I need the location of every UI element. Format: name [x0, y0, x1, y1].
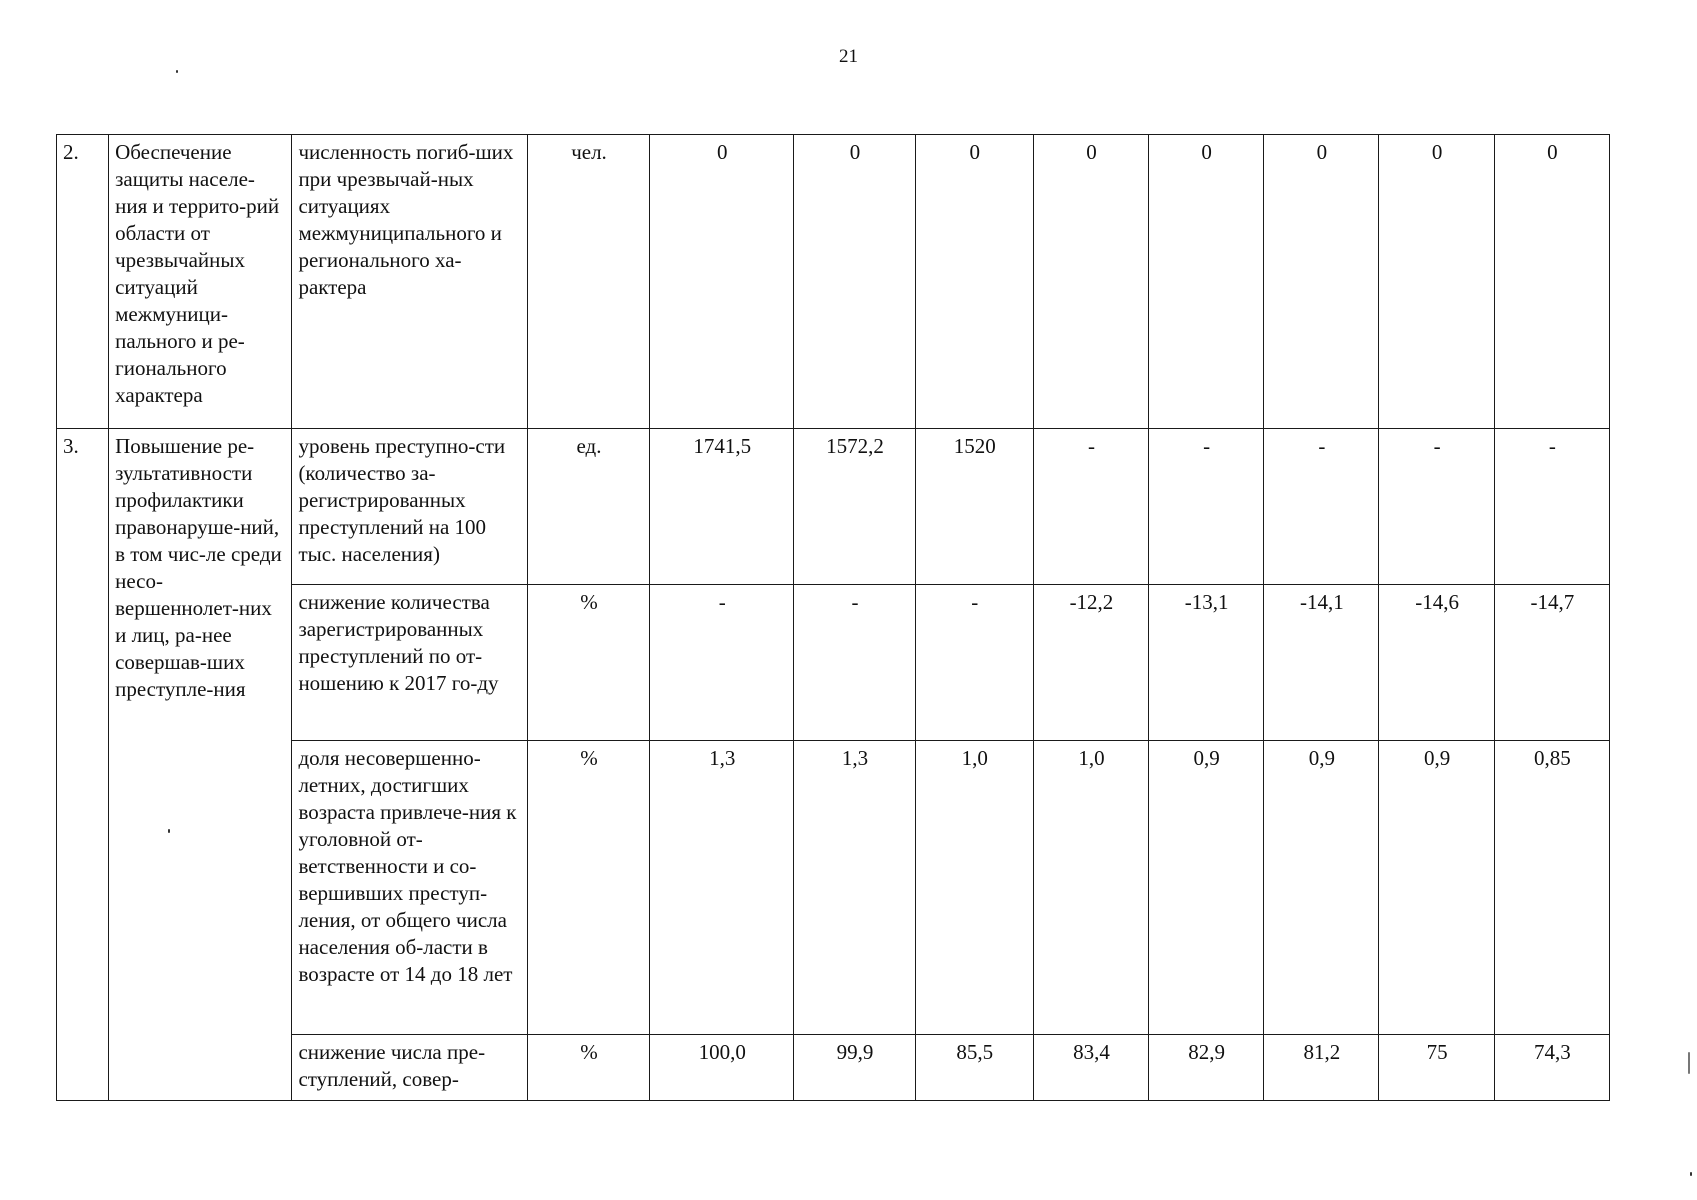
goal-cell: Обеспечение защиты населе-ния и террито-рий области от чрезвычайных ситуаций межмуници-пального и ре-гионального характера	[109, 135, 292, 429]
value-cell: 0	[650, 135, 794, 429]
value-cell: -12,2	[1033, 585, 1148, 741]
value-cell: 0	[1494, 135, 1609, 429]
value-cell: 1,3	[650, 741, 794, 1035]
page-number: 21	[839, 46, 858, 67]
value-cell: -13,1	[1149, 585, 1264, 741]
unit-cell: %	[527, 1035, 649, 1101]
value-cell: 82,9	[1149, 1035, 1264, 1101]
value-cell: -	[1494, 429, 1609, 585]
row-number: 3.	[57, 429, 109, 1101]
value-cell: -14,7	[1494, 585, 1609, 741]
value-cell: 0,9	[1149, 741, 1264, 1035]
value-cell: -	[1149, 429, 1264, 585]
value-cell: 99,9	[794, 1035, 915, 1101]
unit-cell: ед.	[527, 429, 649, 585]
value-cell: -14,1	[1264, 585, 1379, 741]
value-cell: 0	[1033, 135, 1148, 429]
value-cell: 1,3	[794, 741, 915, 1035]
value-cell: 85,5	[915, 1035, 1033, 1101]
scan-speck	[1690, 1172, 1692, 1176]
value-cell: 100,0	[650, 1035, 794, 1101]
unit-cell: %	[527, 585, 649, 741]
value-cell: 83,4	[1033, 1035, 1148, 1101]
value-cell: -	[650, 585, 794, 741]
value-cell: 1,0	[915, 741, 1033, 1035]
value-cell: -	[1033, 429, 1148, 585]
value-cell: 1,0	[1033, 741, 1148, 1035]
value-cell: 0	[1379, 135, 1494, 429]
indicator-cell: снижение числа пре-ступлений, совер-	[292, 1035, 527, 1101]
unit-cell: чел.	[527, 135, 649, 429]
indicator-cell: снижение количества зарегистрированных преступлений по от-ношению к 2017 го-ду	[292, 585, 527, 741]
value-cell: -	[1264, 429, 1379, 585]
value-cell: -	[794, 585, 915, 741]
indicator-cell: численность погиб-ших при чрезвычай-ных ситуациях межмуниципального и регионального ха-рактера	[292, 135, 527, 429]
value-cell: 0	[915, 135, 1033, 429]
value-cell: 1520	[915, 429, 1033, 585]
value-cell: -14,6	[1379, 585, 1494, 741]
indicator-cell: уровень преступно-сти (количество за-регистрированных преступлений на 100 тыс. населения)	[292, 429, 527, 585]
value-cell: 1572,2	[794, 429, 915, 585]
value-cell: 0,85	[1494, 741, 1609, 1035]
scan-speck	[1688, 1052, 1690, 1074]
value-cell: 0	[1264, 135, 1379, 429]
value-cell: 74,3	[1494, 1035, 1609, 1101]
value-cell: 0	[1149, 135, 1264, 429]
scan-speck	[176, 70, 178, 73]
value-cell: 1741,5	[650, 429, 794, 585]
table-row	[57, 429, 1610, 585]
value-cell: 81,2	[1264, 1035, 1379, 1101]
goal-cell: Повышение ре-зультативности профилактики правонаруше-ний, в том чис-ле среди несо-вершеннолет-них и лиц, ра-нее совершав-ших преступле-ния	[109, 429, 292, 1101]
indicator-cell: доля несовершенно-летних, достигших возраста привлече-ния к уголовной от-ветственности и со-вершивших преступ-ления, от общего числа населения об-ласти в возрасте от 14 до 18 лет	[292, 741, 527, 1035]
value-cell: 75	[1379, 1035, 1494, 1101]
value-cell: 0	[794, 135, 915, 429]
table-row	[57, 135, 1610, 429]
value-cell: 0,9	[1379, 741, 1494, 1035]
value-cell: -	[1379, 429, 1494, 585]
value-cell: -	[915, 585, 1033, 741]
row-number: 2.	[57, 135, 109, 429]
indicators-table	[56, 134, 1610, 1101]
value-cell: 0,9	[1264, 741, 1379, 1035]
unit-cell: %	[527, 741, 649, 1035]
